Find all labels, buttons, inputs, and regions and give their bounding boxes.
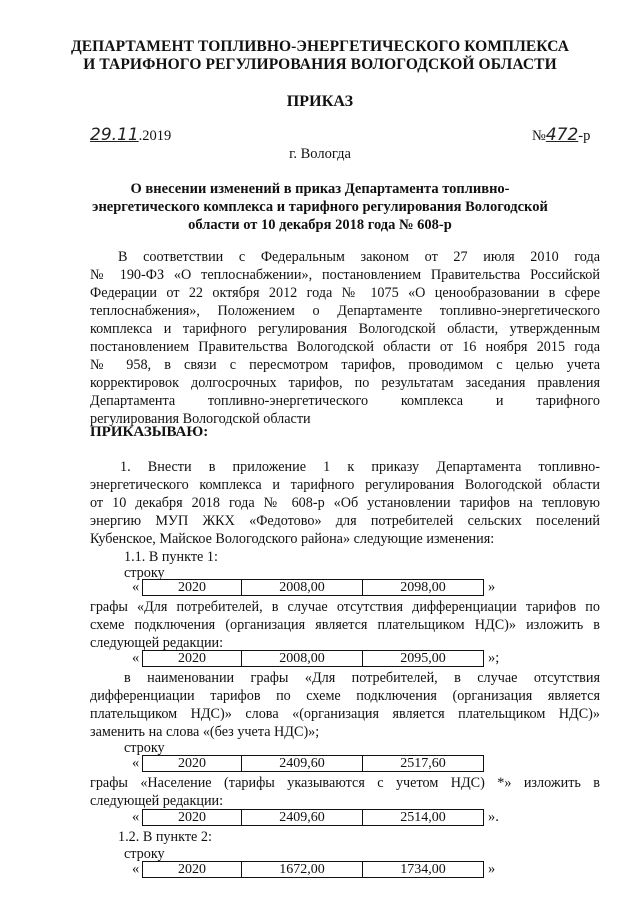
title-line: О внесении изменений в приказ Департамента топливно- bbox=[130, 181, 510, 197]
department-name-line-2: И ТАРИФНОГО РЕГУЛИРОВАНИЯ ВОЛОГОДСКОЙ ОБЛАСТИ bbox=[83, 56, 557, 73]
paragraph-b bbox=[90, 669, 600, 741]
preamble bbox=[90, 248, 600, 428]
paragraph-b-line: дифференциации тарифов по схеме подключения (организация является bbox=[90, 688, 600, 704]
number-handwritten: 472 bbox=[545, 125, 579, 145]
cell-year: 2020 bbox=[143, 580, 242, 596]
title-line: области от 10 декабря 2018 года № 608-р bbox=[188, 217, 452, 233]
preamble-line: В соответствии с Федеральным законом от 27 июля 2010 года bbox=[118, 249, 600, 265]
department-name-line-1: ДЕПАРТАМЕНТ ТОПЛИВНО-ЭНЕРГЕТИЧЕСКОГО КОМПЛЕКСА bbox=[70, 38, 570, 55]
word-row-label: строку bbox=[124, 565, 165, 581]
title-line: энергетического комплекса и тарифного регулирования Вологодской bbox=[92, 199, 548, 215]
order-word: ПРИКАЗЫВАЮ: bbox=[90, 424, 209, 440]
city: г. Вологда bbox=[289, 146, 351, 162]
paragraph-c bbox=[90, 774, 600, 810]
order-number bbox=[532, 125, 590, 145]
quote-open: « bbox=[132, 579, 140, 595]
item-1 bbox=[90, 458, 600, 548]
preamble-line: регулирования Вологодской области bbox=[90, 411, 311, 427]
tariff-row-d bbox=[142, 809, 484, 826]
cell-year: 2020 bbox=[143, 862, 242, 878]
quote-close: »; bbox=[488, 650, 500, 666]
word-row-label: строку bbox=[124, 846, 165, 862]
cell-year: 2020 bbox=[143, 651, 242, 667]
preamble-line: корректировок долгосрочных тарифов, по результатам заседания правления bbox=[90, 375, 600, 391]
cell-tariff-1: 2409,60 bbox=[242, 756, 363, 772]
cell-tariff-1: 2008,00 bbox=[242, 580, 363, 596]
date-handwritten: 29.11 bbox=[90, 125, 139, 145]
cell-tariff-1: 1672,00 bbox=[242, 862, 363, 878]
cell-year: 2020 bbox=[143, 810, 242, 826]
preamble-line: № 958, в связи с пересмотром тарифов, проводимом с целью учета bbox=[90, 357, 600, 373]
cell-tariff-2: 1734,00 bbox=[363, 862, 484, 878]
preamble-line: теплоснабжения», Положением о Департаменте топливно-энергетического bbox=[90, 303, 600, 319]
item-1-line: энергию МУП ЖКХ «Федотово» для потребителей сельских поселений bbox=[90, 513, 600, 529]
paragraph-c-line: графы «Население (тарифы указываются с учетом НДС) *» изложить в bbox=[90, 775, 600, 791]
word-row-label: строку bbox=[124, 740, 165, 756]
paragraph-a bbox=[90, 598, 600, 652]
paragraph-b-line: в наименовании графы «Для потребителей, в случае отсутствия bbox=[124, 670, 600, 686]
subitem-1-2: 1.2. В пункте 2: bbox=[118, 829, 212, 845]
paragraph-a-line: схеме подключения (организация является плательщиком НДС)» изложить в bbox=[90, 617, 600, 633]
tariff-row-b bbox=[142, 650, 484, 667]
number-prefix: № bbox=[532, 128, 546, 144]
preamble-line: № 190-ФЗ «О теплоснабжении», постановлением Правительства Российской bbox=[90, 267, 600, 283]
paragraph-b-line: плательщиком НДС)» слова «(организация является плательщиком НДС)» bbox=[90, 706, 600, 722]
quote-open: « bbox=[132, 809, 140, 825]
preamble-line: комплекса и тарифного регулирования Вологодской области, утвержденным bbox=[90, 321, 600, 337]
quote-close: » bbox=[488, 579, 496, 595]
date-printed: .2019 bbox=[138, 128, 172, 144]
preamble-line: Федерации от 22 октября 2012 года № 1075 «О ценообразовании в сфере bbox=[90, 285, 600, 301]
preamble-line: Департамента топливно-энергетического комплекса и тарифного bbox=[90, 393, 600, 409]
cell-year: 2020 bbox=[143, 756, 242, 772]
quote-close: ». bbox=[488, 809, 499, 825]
quote-open: « bbox=[132, 755, 140, 771]
cell-tariff-2: 2098,00 bbox=[363, 580, 484, 596]
cell-tariff-1: 2409,60 bbox=[242, 810, 363, 826]
quote-close: » bbox=[488, 861, 496, 877]
item-1-line: 1. Внести в приложение 1 к приказу Департамента топливно- bbox=[120, 459, 600, 475]
paragraph-c-line: следующей редакции: bbox=[90, 793, 224, 809]
number-suffix: -р bbox=[578, 128, 591, 144]
cell-tariff-2: 2514,00 bbox=[363, 810, 484, 826]
quote-open: « bbox=[132, 650, 140, 666]
paragraph-a-line: следующей редакции: bbox=[90, 635, 224, 651]
document-title bbox=[0, 180, 640, 234]
cell-tariff-2: 2517,60 bbox=[363, 756, 484, 772]
subitem-1-1: 1.1. В пункте 1: bbox=[124, 549, 218, 565]
item-1-line: от 10 декабря 2018 года № 608-р «Об установлении тарифов на тепловую bbox=[90, 495, 600, 511]
item-1-line: Кубенское, Майское Вологодского района» следующие изменения: bbox=[90, 531, 495, 547]
tariff-row-a bbox=[142, 579, 484, 596]
quote-open: « bbox=[132, 861, 140, 877]
document-type: ПРИКАЗ bbox=[286, 93, 354, 110]
tariff-row-c bbox=[142, 755, 484, 772]
preamble-line: постановлением Правительства Вологодской области от 16 ноября 2015 года bbox=[90, 339, 600, 355]
paragraph-a-line: графы «Для потребителей, в случае отсутствия дифференциации тарифов по bbox=[90, 599, 600, 615]
item-1-line: энергетического комплекса и тарифного регулирования Вологодской области bbox=[90, 477, 600, 493]
order-date bbox=[90, 125, 171, 145]
paragraph-b-line: заменить на слова «(без учета НДС)»; bbox=[90, 724, 320, 740]
tariff-row-e bbox=[142, 861, 484, 878]
cell-tariff-1: 2008,00 bbox=[242, 651, 363, 667]
cell-tariff-2: 2095,00 bbox=[363, 651, 484, 667]
